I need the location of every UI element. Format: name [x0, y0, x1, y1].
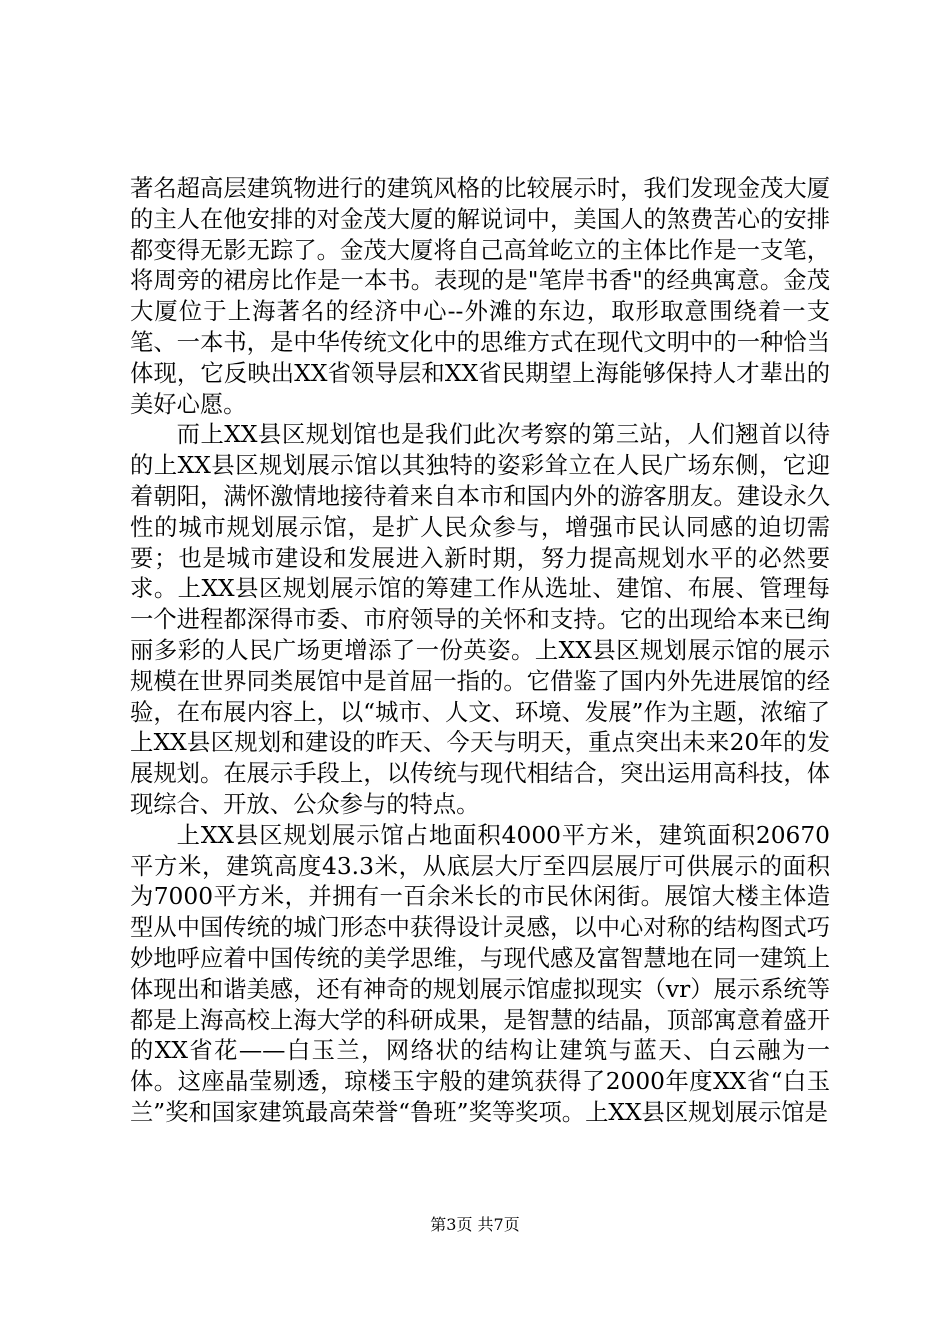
paragraph-1: 著名超高层建筑物进行的建筑风格的比较展示时，我们发现金茂大厦的主人在他安排的对金茂大厦的解说词中，美国人的煞费苦心的安排都变得无影无踪了。金茂大厦将自己高耸屹立的主体比作是一支笔，将周旁的裙房比作是一本书。表现的是"笔岸书香"的经典寓意。金茂大厦位于上海著名的经济中心--外滩的东边，取形取意围绕着一支笔、一本书，是中华传统文化中的思维方式在现代文明中的一种恰当体现，它反映出XX省领导层和XX省民期望上海能够保持人才辈出的美好心愿。: [130, 175, 830, 418]
page-footer: [0, 1215, 950, 1235]
paragraph-2: 而上XX县区规划馆也是我们此次考察的第三站，人们翘首以待的上XX县区规划展示馆以其独特的姿彩耸立在人民广场东侧，它迎着朝阳，满怀激情地接待着来自本市和国内外的游客朋友。建设永久性的城市规划展示馆，是扩人民众参与，增强市民认同感的迫切需要；也是城市建设和发展进入新时期，努力提高规划水平的必然要求。上XX县区规划展示馆的筹建工作从选址、建馆、布展、管理每一个进程都深得市委、市府领导的关怀和支持。它的出现给本来已绚丽多彩的人民广场更增添了一份英姿。上XX县区规划展示馆的展示规模在世界同类展馆中是首屈一指的。它借鉴了国内外先进展馆的经验，在布展内容上，以“城市、人文、环境、发展”作为主题，浓缩了上XX县区规划和建设的昨天、今天与明天，重点突出未来20年的发展规划。在展示手段上，以传统与现代相结合，突出运用高科技，体现综合、开放、公众参与的特点。: [130, 421, 830, 818]
document-body: [130, 174, 830, 1129]
page-number: 第3页 共7页: [430, 1215, 520, 1234]
paragraph-3: 上XX县区规划展示馆占地面积4000平方米，建筑面积20670平方米，建筑高度43.3米，从底层大厅至四层展厅可供展示的面积为7000平方米，并拥有一百余米长的市民休闲街。展馆大楼主体造型从中国传统的城门形态中获得设计灵感，以中心对称的结构图式巧妙地呼应着中国传统的美学思维，与现代感及富智慧地在同一建筑上体现出和谐美感，还有神奇的规划展示馆虚拟现实（vr）展示系统等都是上海高校上海大学的科研成果，是智慧的结晶，顶部寓意着盛开的XX省花——白玉兰，网络状的结构让建筑与蓝天、白云融为一体。这座晶莹剔透，琼楼玉宇般的建筑获得了2000年度XX省“白玉兰”奖和国家建筑最高荣誉“鲁班”奖等奖项。上XX县区规划展示馆是: [130, 821, 830, 1126]
